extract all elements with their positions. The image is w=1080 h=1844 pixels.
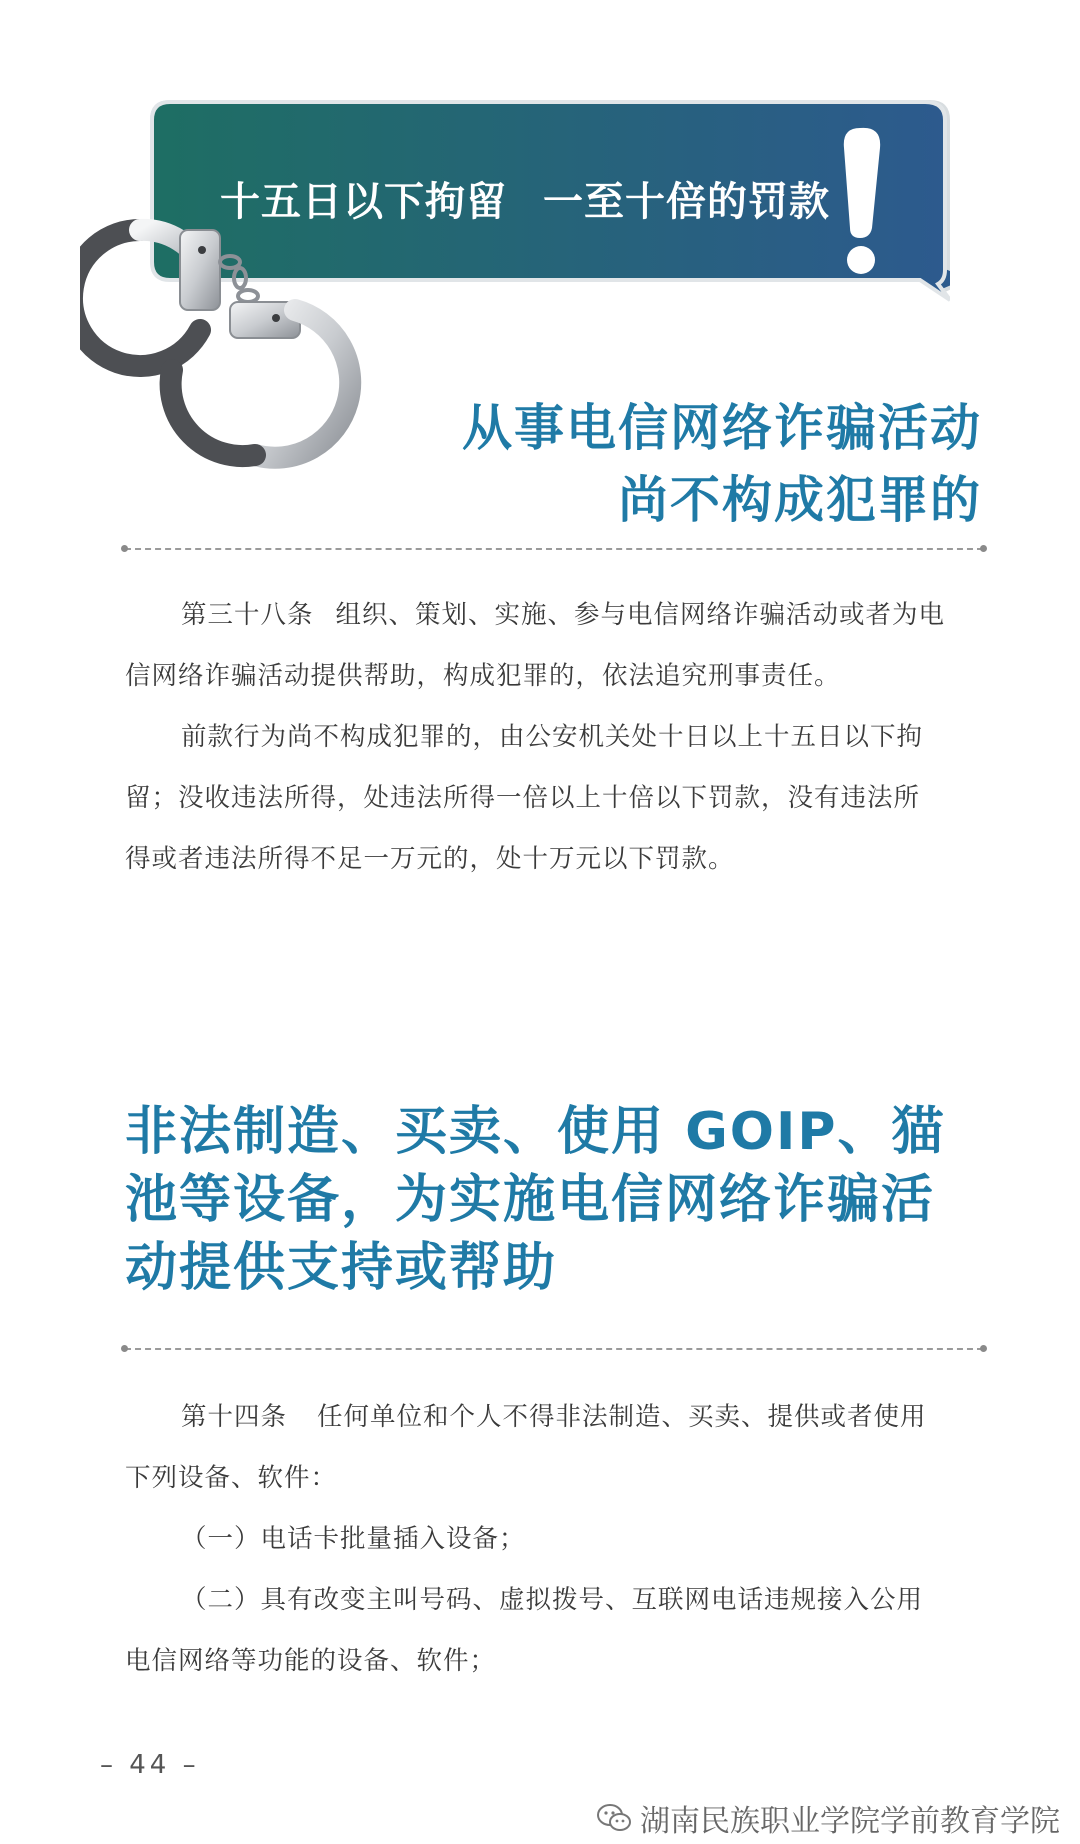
section2-item1: （一）电话卡批量插入设备； [181, 1524, 526, 1554]
section1-body [125, 585, 985, 890]
bubble-text-fine: 一至十倍的罚款 [543, 179, 830, 225]
section2-title-line2: 池等设备，为实施电信网络诈骗活 [125, 1170, 936, 1230]
watermark [596, 1796, 1060, 1840]
section1-title-line1: 从事电信网络诈骗活动 [462, 399, 982, 457]
section1-article-line1: 第三十八条 组织、策划、实施、参与电信网络诈骗活动或者为电 [181, 600, 946, 630]
section1-para2-line1: 前款行为尚不构成犯罪的，由公安机关处十日以上十五日以下拘 [181, 722, 924, 752]
wechat-icon [596, 1803, 632, 1833]
section2-body [125, 1387, 985, 1692]
handcuffs-icon [80, 210, 380, 510]
section2-title-line3: 动提供支持或帮助 [125, 1238, 558, 1298]
section1-article-line2: 信网络诈骗活动提供帮助，构成犯罪的，依法追究刑事责任。 [125, 661, 841, 691]
section2-item2-line1: （二）具有改变主叫号码、虚拟拨号、互联网电话违规接入公用 [181, 1585, 924, 1615]
divider-1 [125, 548, 983, 550]
bubble-text-detention: 十五日以下拘留 [220, 179, 507, 225]
section2-item2-line2: 电信网络等功能的设备、软件； [125, 1646, 497, 1676]
section2-title [125, 1098, 985, 1302]
divider-2 [125, 1348, 983, 1350]
section2-article-line1: 第十四条 任何单位和个人不得非法制造、买卖、提供或者使用 [181, 1402, 927, 1432]
section1-title [462, 392, 982, 536]
section2-article-line2: 下列设备、软件： [125, 1463, 338, 1493]
watermark-text: 湖南民族职业学院学前教育学院 [640, 1804, 1060, 1839]
article-14-label: 第十四条 [181, 1402, 288, 1432]
section1-para2-line3: 得或者违法所得不足一万元的，处十万元以下罚款。 [125, 844, 735, 874]
section2-title-line1: 非法制造、买卖、使用 GOIP、猫 [125, 1102, 946, 1162]
article-38-label: 第三十八条 [181, 600, 314, 630]
section1-title-line2: 尚不构成犯罪的 [618, 471, 982, 529]
section1-para2-line2: 留；没收违法所得，处违法所得一倍以上十倍以下罚款，没有违法所 [125, 783, 921, 813]
page-number: – 44 – [100, 1750, 200, 1780]
